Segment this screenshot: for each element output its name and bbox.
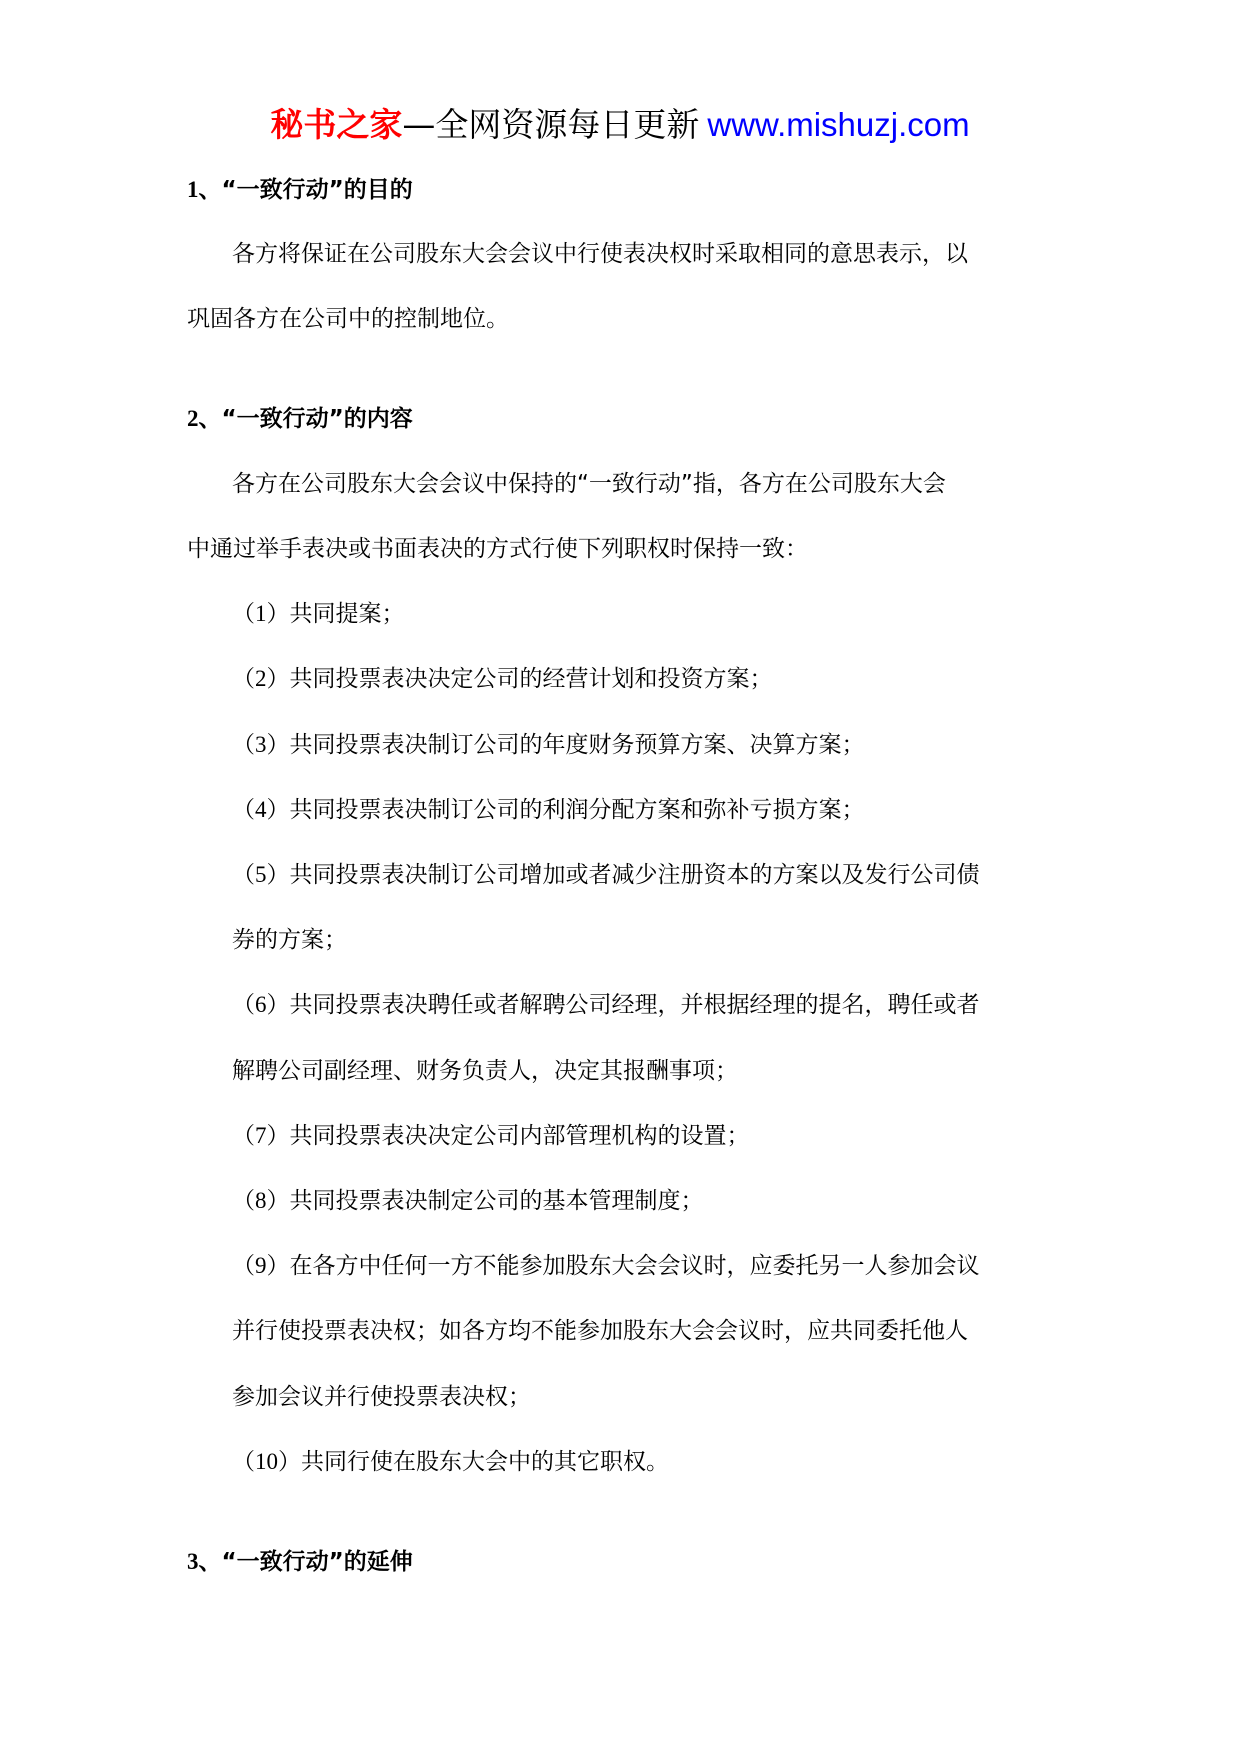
section-title: “一致行动”的延伸: [221, 1549, 413, 1575]
item-label: 9: [255, 1253, 267, 1278]
item-label: 2: [255, 666, 267, 691]
section-number: 2、: [187, 406, 222, 431]
paragraph-line: 中通过举手表决或书面表决的方式行使下列职权时保持一致：: [187, 536, 808, 562]
item-label: 3: [255, 732, 267, 757]
item-continuation: 参加会议并行使投票表决权；: [232, 1384, 531, 1410]
list-item: （4）共同投票表决制订公司的利润分配方案和弥补亏损方案；: [232, 797, 865, 823]
section-heading: [187, 172, 1057, 208]
item-text: 共同投票表决决定公司内部管理机构的设置；: [289, 1123, 750, 1149]
item-text: 共同投票表决决定公司的经营计划和投资方案；: [289, 666, 773, 692]
item-label: 7: [255, 1123, 267, 1148]
section-heading: [187, 401, 1057, 437]
paragraph-line: 各方在公司股东大会会议中保持的“一致行动”指，各方在公司股东大会: [232, 471, 946, 497]
list-item: （2）共同投票表决决定公司的经营计划和投资方案；: [232, 666, 773, 692]
paragraph-line: 各方将保证在公司股东大会会议中行使表决权时采取相同的意思表示，以: [232, 241, 968, 267]
item-text: 共同行使在股东大会中的其它职权。: [301, 1449, 669, 1475]
item-continuation: 券的方案；: [232, 927, 347, 953]
item-text: 共同提案；: [289, 601, 405, 627]
brand-name: 秘书之家: [270, 105, 403, 144]
list-item: （10）共同行使在股东大会中的其它职权。: [232, 1449, 669, 1475]
header-tagline: —全网资源每日更新: [402, 105, 700, 144]
item-label: 10: [255, 1449, 278, 1474]
paragraph-line: 巩固各方在公司中的控制地位。: [187, 306, 509, 332]
item-text: 在各方中任何一方不能参加股东大会会议时，应委托另一人参加会议: [289, 1253, 980, 1279]
item-text: 共同投票表决制定公司的基本管理制度；: [289, 1188, 704, 1214]
list-item: （6）共同投票表决聘任或者解聘公司经理，并根据经理的提名，聘任或者: [232, 992, 980, 1018]
section-title: “一致行动”的内容: [221, 406, 413, 432]
item-label: 8: [255, 1188, 267, 1213]
list-item: （8）共同投票表决制定公司的基本管理制度；: [232, 1188, 704, 1214]
item-label: 6: [255, 992, 267, 1017]
section-number: 3、: [187, 1549, 222, 1574]
site-url-link[interactable]: www.mishuzj.com: [707, 106, 970, 143]
item-text: 共同投票表决聘任或者解聘公司经理，并根据经理的提名，聘任或者: [289, 992, 980, 1018]
item-continuation: 解聘公司副经理、财务负责人，决定其报酬事项；: [232, 1058, 738, 1084]
item-text: 共同投票表决制订公司的年度财务预算方案、决算方案；: [289, 732, 865, 758]
list-item: （3）共同投票表决制订公司的年度财务预算方案、决算方案；: [232, 732, 865, 758]
item-label: 5: [255, 862, 267, 887]
list-item: （7）共同投票表决决定公司内部管理机构的设置；: [232, 1123, 750, 1149]
list-item: （9）在各方中任何一方不能参加股东大会会议时，应委托另一人参加会议: [232, 1253, 980, 1279]
list-item: （5）共同投票表决制订公司增加或者减少注册资本的方案以及发行公司债: [232, 862, 980, 888]
item-text: 共同投票表决制订公司增加或者减少注册资本的方案以及发行公司债: [289, 862, 980, 888]
section-heading: [187, 1544, 1057, 1580]
section-number: 1、: [187, 177, 222, 202]
section-title: “一致行动”的目的: [221, 177, 413, 203]
item-label: 4: [255, 797, 267, 822]
item-continuation: 并行使投票表决权；如各方均不能参加股东大会会议时，应共同委托他人: [232, 1318, 968, 1344]
item-label: 1: [255, 601, 267, 626]
list-item: （1）共同提案；: [232, 601, 405, 627]
item-text: 共同投票表决制订公司的利润分配方案和弥补亏损方案；: [289, 797, 865, 823]
site-header: [0, 100, 1240, 150]
